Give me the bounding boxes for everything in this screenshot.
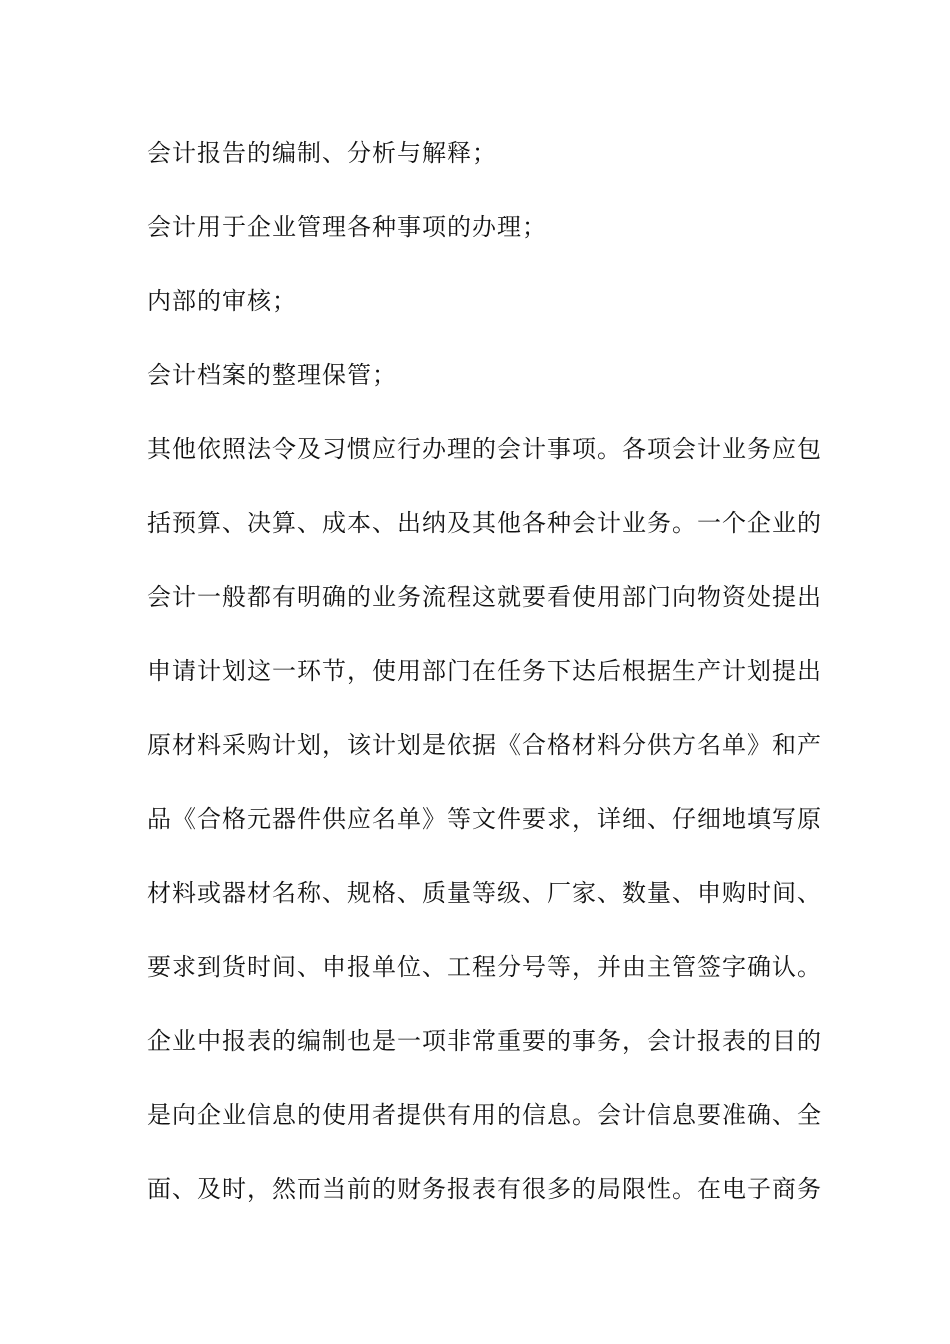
text-line: 其他依照法令及习惯应行办理的会计事项。各项会计业务应包 — [147, 435, 822, 463]
text-line: 会计用于企业管理各种事项的办理； — [147, 213, 547, 241]
text-line: 品《合格元器件供应名单》等文件要求，详细、仔细地填写原 — [147, 805, 822, 833]
text-line: 内部的审核； — [147, 287, 297, 315]
text-line: 材料或器材名称、规格、质量等级、厂家、数量、申购时间、 — [147, 879, 822, 907]
text-line: 是向企业信息的使用者提供有用的信息。会计信息要准确、全 — [147, 1101, 822, 1129]
text-line: 会计档案的整理保管； — [147, 361, 397, 389]
text-line: 申请计划这一环节，使用部门在任务下达后根据生产计划提出 — [147, 657, 822, 685]
text-line: 要求到货时间、申报单位、工程分号等，并由主管签字确认。 — [147, 953, 822, 981]
text-line: 括预算、决算、成本、出纳及其他各种会计业务。一个企业的 — [147, 509, 822, 537]
text-line: 会计报告的编制、分析与解释； — [147, 139, 497, 167]
text-line: 原材料采购计划，该计划是依据《合格材料分供方名单》和产 — [147, 731, 822, 759]
text-line: 会计一般都有明确的业务流程这就要看使用部门向物资处提出 — [147, 583, 822, 611]
text-line: 面、及时，然而当前的财务报表有很多的局限性。在电子商务 — [147, 1175, 822, 1203]
text-line: 企业中报表的编制也是一项非常重要的事务，会计报表的目的 — [147, 1027, 822, 1055]
